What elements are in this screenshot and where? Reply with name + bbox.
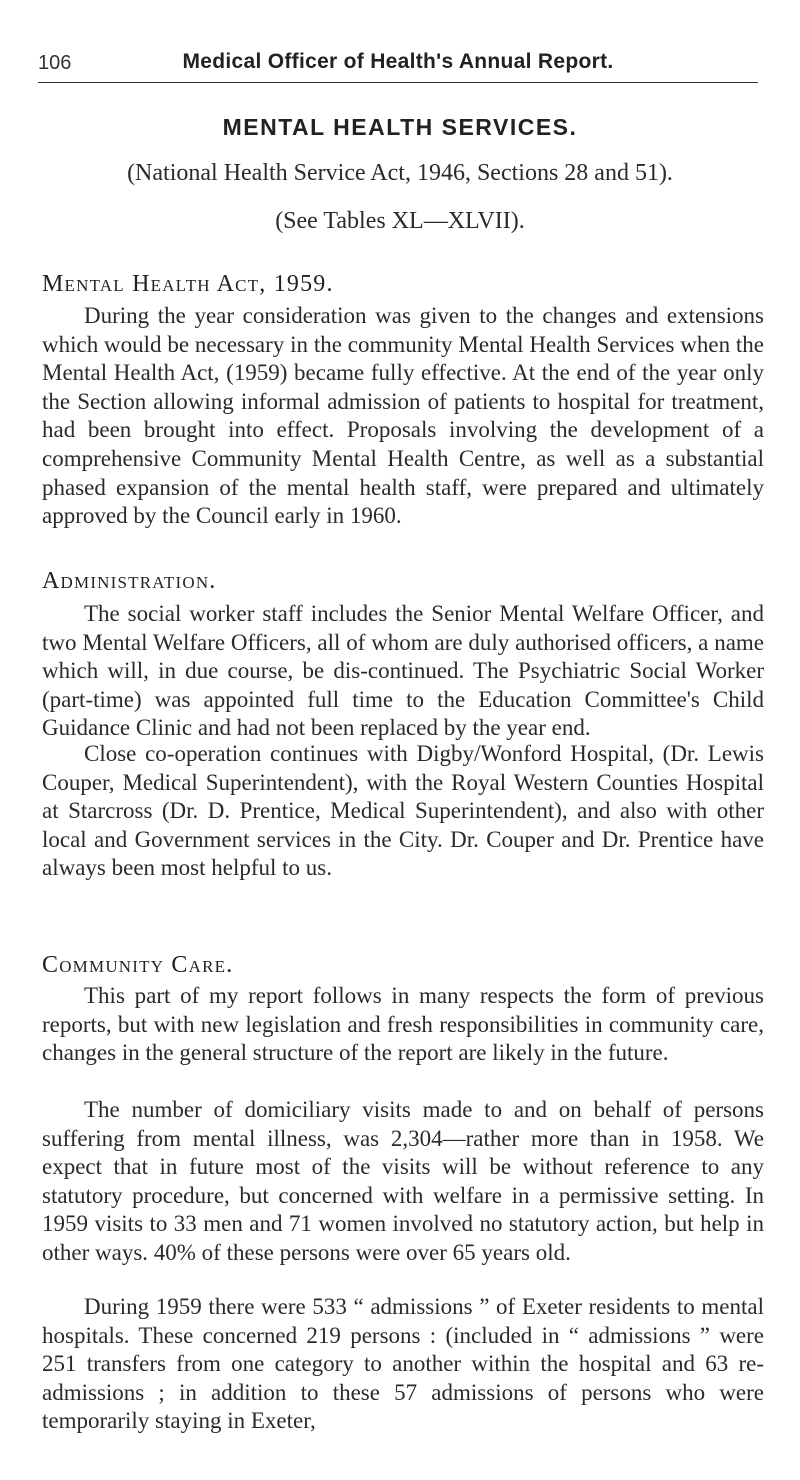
page-number: 106 [38,52,72,74]
subtitle-tables: (See Tables XL—XLVII). [275,208,525,234]
paragraph: During 1959 there were 533 “ admissions ” of Exeter residents to mental hospitals. These concerned 219 persons : (included in “ admissions ” were 251 transfers from one category to another within the hospital and 63 re-admissions ; in addition to these 57 admissions of persons who were temporarily staying in Exeter, [42,1294,764,1434]
subtitle-act: (National Health Service Act, 1946, Sections 28 and 51). [127,160,673,186]
paragraph: The social worker staff includes the Senior Mental Welfare Officer, and two Mental Welfare Officers, all of whom are duly authorised officers, a name which will, in due course, be dis-continued. The Psychiatric Social Worker (part-time) was appointed full time to the Education Committee's Child Guidance Clinic and had not been replaced by the year end. [42,601,764,741]
running-title: Medical Officer of Health's Annual Report. [182,50,614,73]
heading-community-care: Community Care. [42,952,234,978]
paragraph: This part of my report follows in many respects the form of previous reports, but with new legislation and fresh responsibilities in community care, changes in the general structure of the report are likely in the future. [42,983,764,1066]
running-header [38,48,758,83]
paragraph: Close co-operation continues with Digby/Wonford Hospital, (Dr. Lewis Couper, Medical Superintendent), with the Royal Western Counties Hospital at Starcross (Dr. D. Prentice, Medical Superintendent), and also with other local and Government services in the City. Dr. Couper and Dr. Prentice have always been most helpful to us. [42,741,764,881]
heading-mental-health-act: Mental Health Act, 1959. [42,271,334,297]
section-title: MENTAL HEALTH SERVICES. [222,114,578,140]
paragraph: The number of domiciliary visits made to and on behalf of persons suffering from mental illness, was 2,304—rather more than in 1958. We expect that in future most of the visits will be without reference to any statutory procedure, but concerned with welfare in a permissive setting. In 1959 visits to 33 men and 71 women involved no statutory action, but help in other ways. 40% of these persons were over 65 years old. [42,1097,764,1265]
paragraph: During the year consideration was given to the changes and extensions which would be necessary in the community Mental Health Services when the Mental Health Act, (1959) became fully effective. At the end of the year only the Section allowing informal admission of patients to hospital for treatment, had been brought into effect. Proposals involving the development of a comprehensive Community Mental Health Centre, as well as a substantial phased expansion of the mental health staff, were prepared and ultimately approved by the Council early in 1960. [42,303,764,529]
heading-administration: Administration. [42,568,217,594]
